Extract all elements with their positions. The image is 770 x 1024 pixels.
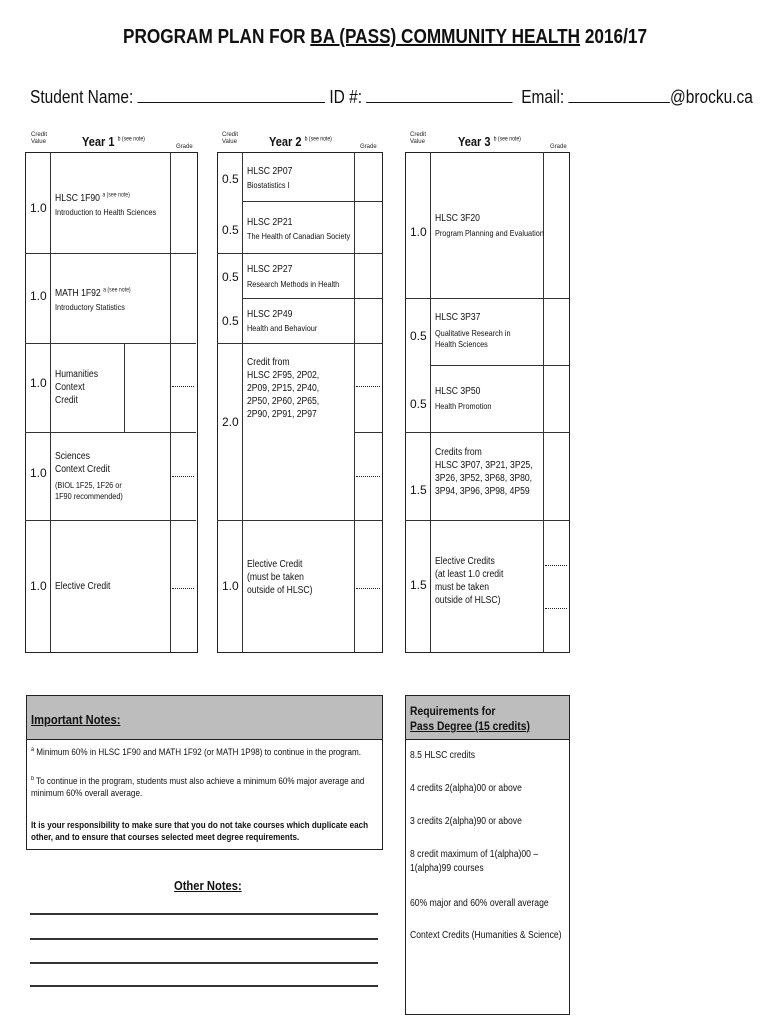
other-notes-line-3[interactable] — [30, 962, 378, 964]
req-100-maximum: 8 credit maximum of 1(alpha)00 – 1(alpha)99 courses — [410, 849, 539, 874]
year1-row2-desc: Introductory Statistics — [55, 302, 125, 312]
req-200-level: 4 credits 2(alpha)00 or above — [410, 783, 522, 794]
year3-row5-grade-a[interactable] — [545, 565, 567, 566]
year3-row4-credit: 1.5 — [410, 483, 427, 497]
year1-row2-code: MATH 1F92 $^{a (see note)}$ — [55, 287, 131, 299]
year1-row4-label: Sciences Context Credit — [55, 451, 110, 475]
year3-row2-code: HLSC 3P37 — [435, 312, 481, 323]
year3-row5-label: Elective Credits (at least 1.0 credit must be taken outside of HLSC) — [435, 556, 504, 606]
year1-row5-credit: 1.0 — [30, 579, 47, 593]
important-notes-heading: Important Notes: — [31, 712, 121, 727]
year2-row3-credit: 0.5 — [222, 270, 239, 284]
year2-row5-grade-b[interactable] — [356, 476, 380, 477]
year2-row5-grade-a[interactable] — [356, 386, 380, 387]
year3-row3-desc: Health Promotion — [435, 401, 492, 411]
year1-row3-grade[interactable] — [172, 386, 194, 387]
note-responsibility: It is your responsibility to make sure that you do not take courses which duplicate each other, and to ensure that courses selected meet degree requirements. — [31, 820, 369, 842]
other-notes-line-4[interactable] — [30, 985, 378, 987]
other-notes-line-1[interactable] — [30, 913, 378, 915]
year3-row3-code: HLSC 3P50 — [435, 386, 481, 397]
title-prefix: PROGRAM PLAN FOR — [122, 26, 311, 48]
year1-row5-grade[interactable] — [172, 588, 194, 589]
year2-credit-value-header: Credit Value — [222, 132, 239, 145]
email-domain: @brocku.ca — [670, 87, 753, 107]
year1-row3-credit: 1.0 — [30, 376, 47, 390]
student-name-label: Student Name: — [30, 87, 134, 107]
year2-row1-code: HLSC 2P07 — [247, 166, 293, 177]
year2-row6-grade[interactable] — [356, 588, 380, 589]
page-title — [54, 26, 716, 49]
requirements-header — [406, 696, 569, 740]
id-label: ID #: — [329, 87, 363, 107]
note-a: $^a$ Minimum 60% in HLSC 1F90 and MATH 1F92 (or MATH 1P98) to continue in the program. — [31, 747, 362, 757]
year2-row5-credit: 2.0 — [222, 415, 239, 429]
email-label: Email: — [521, 87, 565, 107]
year2-grade-header: Grade — [360, 144, 377, 150]
year3-row2-credit: 0.5 — [410, 329, 427, 343]
year2-row4-code: HLSC 2P49 — [247, 309, 293, 320]
year2-row1-desc: Biostatistics I — [247, 180, 290, 190]
year2-row2-credit: 0.5 — [222, 223, 239, 237]
year1-title: Year 1 $^{b (see note)}$ — [82, 134, 145, 149]
year1-row1-code: HLSC 1F90 $^{a (see note)}$ — [55, 192, 130, 204]
other-notes-heading: Other Notes: — [174, 878, 242, 893]
title-year: 2016/17 — [580, 26, 648, 48]
year2-row2-desc: The Health of Canadian Society — [247, 231, 351, 241]
note-b: $^b$ To continue in the program, students must also achieve a minimum 60% major average and minimum 60% overall average. — [31, 776, 365, 798]
year3-row1-code: HLSC 3F20 — [435, 213, 480, 224]
year3-row1-desc: Program Planning and Evaluation — [435, 228, 544, 238]
other-notes-line-2[interactable] — [30, 938, 378, 940]
year1-row4-grade[interactable] — [172, 476, 194, 477]
year1-row3-label: Humanities Context Credit — [55, 369, 99, 406]
year3-title: Year 3 $^{b (see note)}$ — [458, 134, 521, 149]
year2-row1-credit: 0.5 — [222, 172, 239, 186]
req-hlsc-credits: 8.5 HLSC credits — [410, 750, 476, 761]
year2-title: Year 2 $^{b (see note)}$ — [269, 134, 332, 149]
year1-row1-desc: Introduction to Health Sciences — [55, 207, 157, 217]
year2-row4-desc: Health and Behaviour — [247, 323, 318, 333]
year3-row5-grade-b[interactable] — [545, 608, 567, 609]
student-info-line — [30, 86, 753, 108]
req-context-credits: Context Credits (Humanities & Science) — [410, 930, 562, 941]
student-name-field[interactable] — [138, 86, 325, 103]
year3-credit-value-header: Credit Value — [410, 132, 427, 145]
requirements-box — [405, 695, 570, 1015]
year1-row2-credit: 1.0 — [30, 289, 47, 303]
year3-row3-credit: 0.5 — [410, 397, 427, 411]
important-notes-header — [27, 696, 382, 740]
year3-row5-credit: 1.5 — [410, 578, 427, 592]
year1-row5-label: Elective Credit — [55, 581, 111, 592]
title-program: BA (PASS) COMMUNITY HEALTH — [310, 26, 581, 48]
important-notes-box — [26, 695, 383, 850]
year3-row2-desc: Qualitative Research in Health Sciences — [435, 328, 511, 349]
year2-row6-label: Elective Credit (must be taken outside of HLSC) — [247, 559, 313, 596]
year2-row4-credit: 0.5 — [222, 314, 239, 328]
req-290-level: 3 credits 2(alpha)90 or above — [410, 816, 522, 827]
id-field[interactable] — [366, 86, 512, 103]
year1-row1-credit: 1.0 — [30, 201, 47, 215]
requirements-heading: Requirements for Pass Degree (15 credits) — [410, 704, 530, 733]
year3-grade-header: Grade — [550, 144, 567, 150]
req-averages: 60% major and 60% overall average — [410, 898, 549, 909]
year1-credit-value-header: Credit Value — [31, 132, 48, 145]
year1-row4-credit: 1.0 — [30, 466, 47, 480]
email-field[interactable] — [569, 86, 670, 103]
year2-row2-code: HLSC 2P21 — [247, 217, 293, 228]
year2-row5-label: Credit from HLSC 2F95, 2P02, 2P09, 2P15, 2P40, 2P50, 2P60, 2P65, 2P90, 2P91, 2P97 — [247, 357, 320, 420]
year2-row3-code: HLSC 2P27 — [247, 264, 293, 275]
year2-row6-credit: 1.0 — [222, 579, 239, 593]
year1-row4-small: (BIOL 1F25, 1F26 or 1F90 recommended) — [55, 480, 123, 501]
year1-grade-header: Grade — [176, 144, 193, 150]
year3-row1-credit: 1.0 — [410, 225, 427, 239]
year2-row3-desc: Research Methods in Health — [247, 279, 340, 289]
year3-row4-label: Credits from HLSC 3P07, 3P21, 3P25, 3P26, 3P52, 3P68, 3P80, 3P94, 3P96, 3P98, 4P59 — [435, 447, 533, 497]
